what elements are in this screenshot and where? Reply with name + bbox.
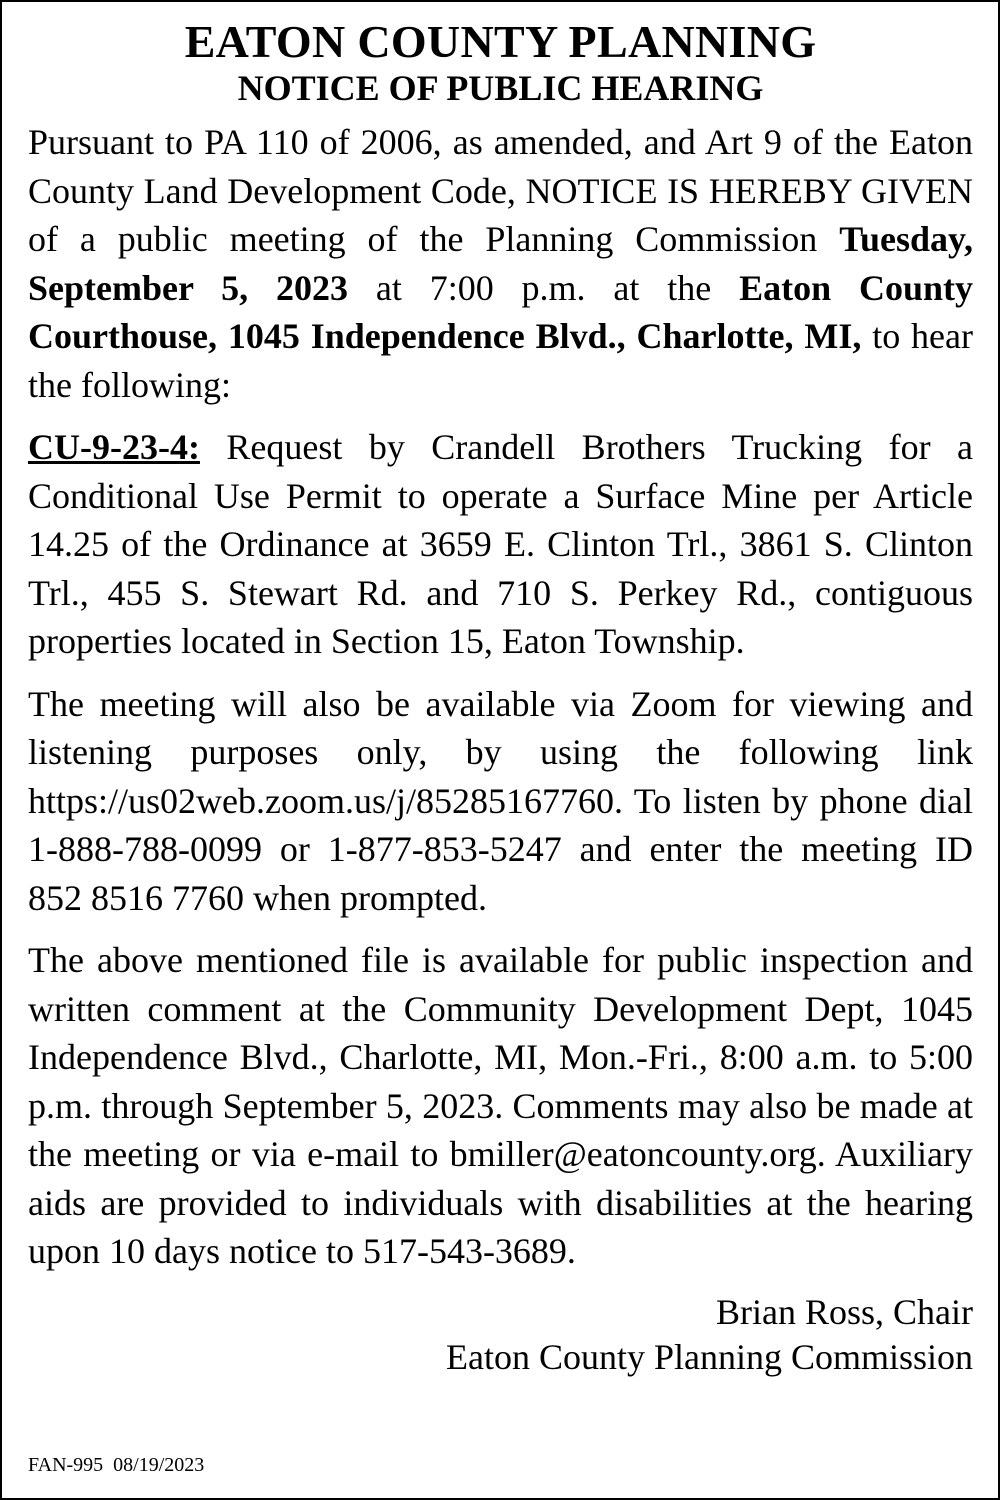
intro-text-1: Pursuant to PA 110 of 2006, as amended, and Art 9 of the Eaton County Land Development Code, NOTICE IS HEREBY GIVEN of a public meeting of the Planning Commission <box>28 122 973 259</box>
case-description: Request by Crandell Brothers Trucking for a Conditional Use Permit to operate a Surface Mine per Article 14.25 of the Ordinance at 3659 E. Clinton Trl., 3861 S. Clinton Trl., 455 S. Stewart Rd. and 710 S. Perkey Rd., contiguous properties located in Section 15, Eaton Township. <box>28 427 973 661</box>
intro-paragraph <box>28 118 973 409</box>
signature-org: Eaton County Planning Commission <box>445 1336 973 1377</box>
signature-name: Brian Ross, Chair <box>716 1291 973 1332</box>
publication-code: FAN-995 08/19/2023 <box>28 1454 205 1476</box>
intro-text-3: to hear the following: <box>28 316 973 405</box>
meeting-date: Tuesday, September 5, 2023 <box>28 219 973 308</box>
signature-block <box>28 1290 973 1380</box>
case-paragraph <box>28 423 973 666</box>
intro-text-2: at 7:00 p.m. at the <box>348 267 740 308</box>
notice-subtitle: NOTICE OF PUBLIC HEARING <box>237 68 764 108</box>
inspection-paragraph: The above mentioned file is available for public inspection and written comment at the Community Development Dept, 1045 Independence Blvd., Charlotte, MI, Mon.-Fri., 8:00 a.m. to 5:00 p.m. through September 5, 2023. Comments may also be made at the meeting or via e-mail to bmiller@eatoncounty.org. Auxiliary aids are provided to individuals with disabilities at the hearing upon 10 days notice to 517-543-3689. <box>28 940 973 1271</box>
case-id: CU-9-23-4: <box>28 427 200 467</box>
notice-title: EATON COUNTY PLANNING <box>184 16 817 67</box>
zoom-paragraph: The meeting will also be available via Zoom for viewing and listening purposes only, by using the following link https://us02web.zoom.us/j/85285167760. To listen by phone dial 1-888-788-0099 or 1-877-853-5247 and enter the meeting ID 852 8516 7760 when prompted. <box>28 683 973 918</box>
meeting-location: Eaton County Courthouse, 1045 Independence Blvd., Charlotte, MI, <box>28 267 973 356</box>
